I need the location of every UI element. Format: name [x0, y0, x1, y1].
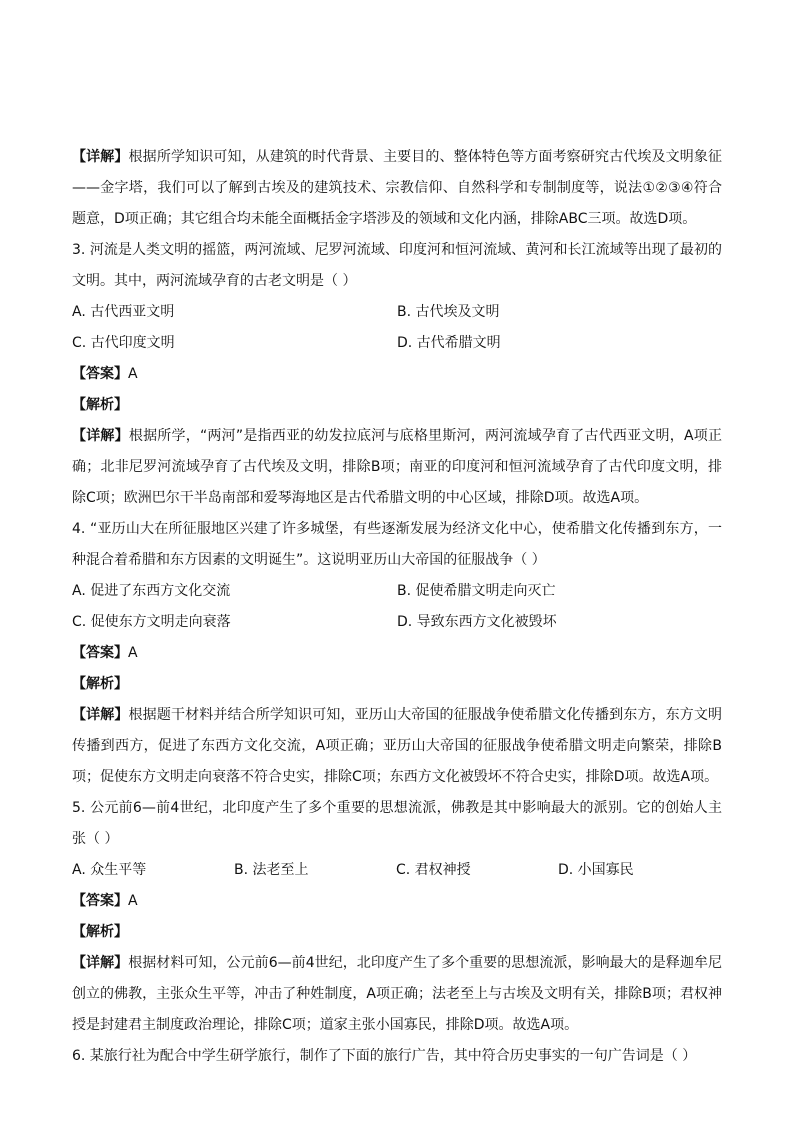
analysis-label: 【解析】	[72, 676, 128, 692]
question-5-answer	[72, 886, 722, 917]
answer-value: A	[128, 893, 138, 909]
question-4-option-d: D. 导致东西方文化被毁坏	[397, 614, 557, 630]
question-3-analysis-heading	[72, 390, 722, 421]
question-5-analysis-heading	[72, 917, 722, 948]
question-5-option-a: A. 众生平等	[72, 862, 147, 878]
detail-label: 【详解】	[72, 707, 129, 723]
analysis-label: 【解析】	[72, 397, 128, 413]
question-3-answer	[72, 359, 722, 390]
detail-text: 根据所学，“两河”是指西亚的幼发拉底河与底格里斯河，两河流域孕育了古代西亚文明，A项正确；北非尼罗河流域孕育了古代埃及文明，排除B项；南亚的印度河和恒河流域孕育了古代印度文明，排除C项；欧洲巴尔干半岛南部和爱琴海地区是古代希腊文明的中心区域，排除D项。故选A项。	[72, 428, 723, 506]
question-4-options-row-2	[72, 607, 722, 638]
question-4-options-row-1	[72, 576, 722, 607]
question-5-detail	[72, 948, 722, 1041]
detail-label: 【详解】	[72, 428, 129, 444]
question-3-option-b: B. 古代埃及文明	[397, 304, 500, 320]
question-3-stem: 3. 河流是人类文明的摇篮，两河流域、尼罗河流域、印度河和恒河流域、黄河和长江流域等出现了最初的文明。其中，两河流域孕育的古老文明是（ ）	[72, 242, 722, 289]
answer-label: 【答案】	[72, 366, 128, 382]
answer-value: A	[128, 645, 138, 661]
question-3-option-a: A. 古代西亚文明	[72, 304, 175, 320]
question-6-stem: 6. 某旅行社为配合中学生研学旅行，制作了下面的旅行广告，其中符合历史事实的一句广告词是（ ）	[72, 1048, 697, 1064]
question-5-option-d: D. 小国寡民	[558, 862, 634, 878]
question-5-option-c: C. 君权神授	[396, 862, 471, 878]
question-4-analysis-heading	[72, 669, 722, 700]
question-3-options-row-1	[72, 297, 722, 328]
detail-label: 【详解】	[72, 149, 129, 165]
question-3-options-row-2	[72, 328, 722, 359]
answer-label: 【答案】	[72, 645, 128, 661]
question-3-option-d: D. 古代希腊文明	[397, 335, 501, 351]
question-5-option-b: B. 法老至上	[234, 862, 309, 878]
detail-text: 根据题干材料并结合所学知识可知，亚历山大帝国的征服战争使希腊文化传播到东方，东方文明传播到西方，促进了东西方文化交流，A项正确；亚历山大帝国的征服战争使希腊文明走向繁荣，排除B项；促使东方文明走向衰落不符合史实，排除C项；东西方文化被毁坏不符合史实，排除D项。故选A项。	[72, 707, 723, 785]
question-3-detail	[72, 421, 722, 514]
question-4-option-b: B. 促使希腊文明走向灭亡	[397, 583, 556, 599]
document-page	[72, 142, 722, 1072]
question-5-options-row	[72, 855, 722, 886]
detail-paragraph-q2	[72, 142, 722, 235]
detail-text: 根据所学知识可知，从建筑的时代背景、主要目的、整体特色等方面考察研究古代埃及文明象征——金字塔，我们可以了解到古埃及的建筑技术、宗教信仰、自然科学和专制制度等，说法①②③④符合题意，D项正确；其它组合均未能全面概括金字塔涉及的领域和文化内涵，排除ABC三项。故选D项。	[72, 149, 723, 227]
question-4-detail	[72, 700, 722, 793]
answer-value: A	[128, 366, 138, 382]
answer-label: 【答案】	[72, 893, 128, 909]
question-5-stem: 5. 公元前6—前4世纪，北印度产生了多个重要的思想流派，佛教是其中影响最大的派别。它的创始人主张（ ）	[72, 800, 722, 847]
question-3-option-c: C. 古代印度文明	[72, 335, 175, 351]
detail-text: 根据材料可知，公元前6—前4世纪，北印度产生了多个重要的思想流派，影响最大的是释迦牟尼创立的佛教，主张众生平等，冲击了种姓制度，A项正确；法老至上与古埃及文明有关，排除B项；君权神授是封建君主制度政治理论，排除C项；道家主张小国寡民，排除D项。故选A项。	[72, 955, 723, 1033]
analysis-label: 【解析】	[72, 924, 128, 940]
detail-label: 【详解】	[72, 955, 129, 971]
question-4-stem: 4. “亚历山大在所征服地区兴建了许多城堡，有些逐渐发展为经济文化中心，使希腊文化传播到东方，一种混合着希腊和东方因素的文明诞生”。这说明亚历山大帝国的征服战争（ ）	[72, 521, 722, 568]
question-4-option-a: A. 促进了东西方文化交流	[72, 583, 231, 599]
question-4-answer	[72, 638, 722, 669]
question-4-option-c: C. 促使东方文明走向衰落	[72, 614, 231, 630]
